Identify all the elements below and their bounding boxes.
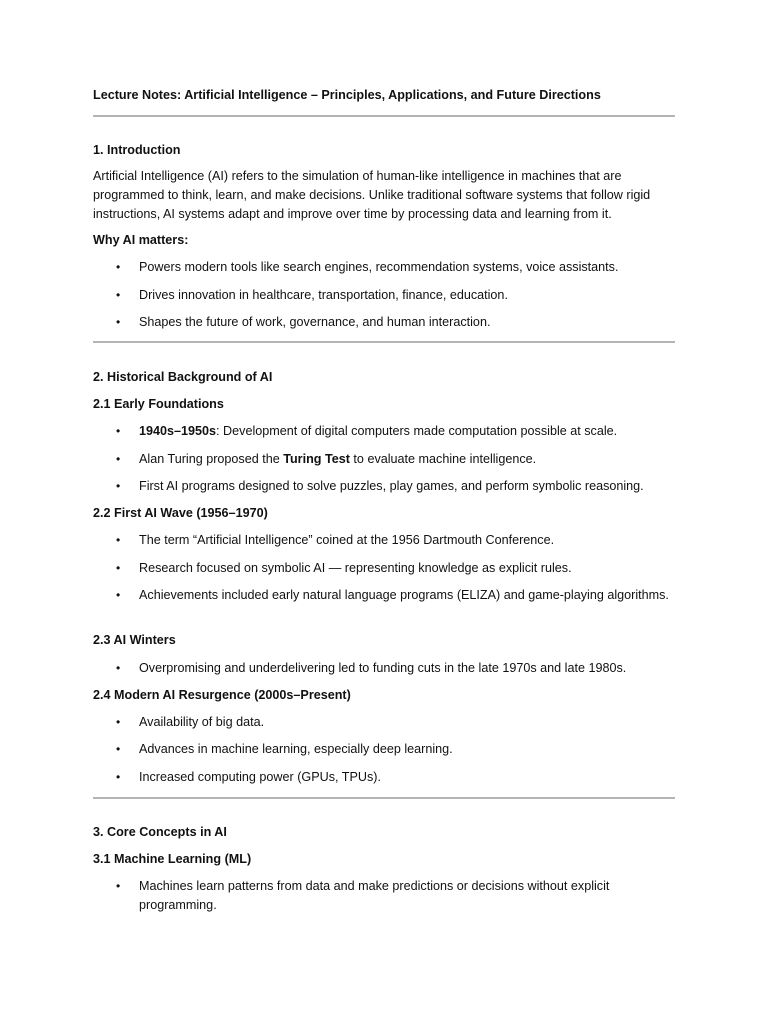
list-item: • 1940s–1950s: Development of digital computers made computation possible at scale. bbox=[139, 422, 675, 441]
subsection-heading-early-foundations: 2.1 Early Foundations bbox=[93, 397, 224, 411]
bullet-icon: • bbox=[116, 479, 121, 493]
subsection-heading-ai-winters: 2.3 AI Winters bbox=[93, 633, 176, 647]
divider bbox=[93, 797, 675, 799]
bullet-icon: • bbox=[116, 561, 121, 575]
list-item: • Drives innovation in healthcare, transportation, finance, education. bbox=[139, 286, 675, 305]
section-heading-introduction: 1. Introduction bbox=[93, 143, 181, 157]
document-title: Lecture Notes: Artificial Intelligence – Principles, Applications, and Future Directions bbox=[93, 88, 601, 102]
subsection-heading-first-wave: 2.2 First AI Wave (1956–1970) bbox=[93, 506, 268, 520]
list-item: • Increased computing power (GPUs, TPUs). bbox=[139, 768, 675, 787]
list-item: • Machines learn patterns from data and make predictions or decisions without explicit programming. bbox=[116, 879, 610, 912]
introduction-paragraph: Artificial Intelligence (AI) refers to the simulation of human-like intelligence in machines that are programmed to think, learn, and make decisions. Unlike traditional software systems that follow rigid instructions, AI systems adapt and improve over time by processing data and learning from it. bbox=[93, 169, 651, 221]
divider bbox=[93, 341, 675, 343]
list-item: • Shapes the future of work, governance, and human interaction. bbox=[139, 313, 675, 332]
list-item: • Advances in machine learning, especially deep learning. bbox=[139, 740, 675, 759]
list-item: • First AI programs designed to solve puzzles, play games, and perform symbolic reasoning. bbox=[139, 477, 675, 496]
list-item: • Powers modern tools like search engines, recommendation systems, voice assistants. bbox=[139, 258, 675, 277]
bullet-icon: • bbox=[116, 715, 121, 729]
bullet-icon: • bbox=[116, 288, 121, 302]
section-heading-history: 2. Historical Background of AI bbox=[93, 370, 273, 384]
bullet-icon: • bbox=[116, 588, 121, 602]
bullet-icon: • bbox=[116, 533, 121, 547]
list-item: • Achievements included early natural language programs (ELIZA) and game-playing algorithms. bbox=[139, 586, 675, 605]
bullet-icon: • bbox=[116, 452, 121, 466]
bullet-icon: • bbox=[116, 879, 121, 893]
bullet-icon: • bbox=[116, 424, 121, 438]
bullet-icon: • bbox=[116, 742, 121, 756]
bullet-icon: • bbox=[116, 315, 121, 329]
list-item: • Alan Turing proposed the Turing Test to evaluate machine intelligence. bbox=[139, 450, 675, 469]
bullet-icon: • bbox=[116, 770, 121, 784]
bullet-icon: • bbox=[116, 260, 121, 274]
bullet-icon: • bbox=[116, 661, 121, 675]
list-item: • Research focused on symbolic AI — representing knowledge as explicit rules. bbox=[139, 559, 675, 578]
subsection-heading-modern-resurgence: 2.4 Modern AI Resurgence (2000s–Present) bbox=[93, 688, 351, 702]
list-item: • Availability of big data. bbox=[139, 713, 675, 732]
section-heading-core-concepts: 3. Core Concepts in AI bbox=[93, 825, 227, 839]
list-item: • Overpromising and underdelivering led to funding cuts in the late 1970s and late 1980s. bbox=[139, 659, 675, 678]
list-item: • The term “Artificial Intelligence” coined at the 1956 Dartmouth Conference. bbox=[139, 531, 675, 550]
why-ai-matters-heading: Why AI matters: bbox=[93, 233, 189, 247]
subsection-heading-machine-learning: 3.1 Machine Learning (ML) bbox=[93, 852, 252, 866]
divider bbox=[93, 115, 675, 117]
